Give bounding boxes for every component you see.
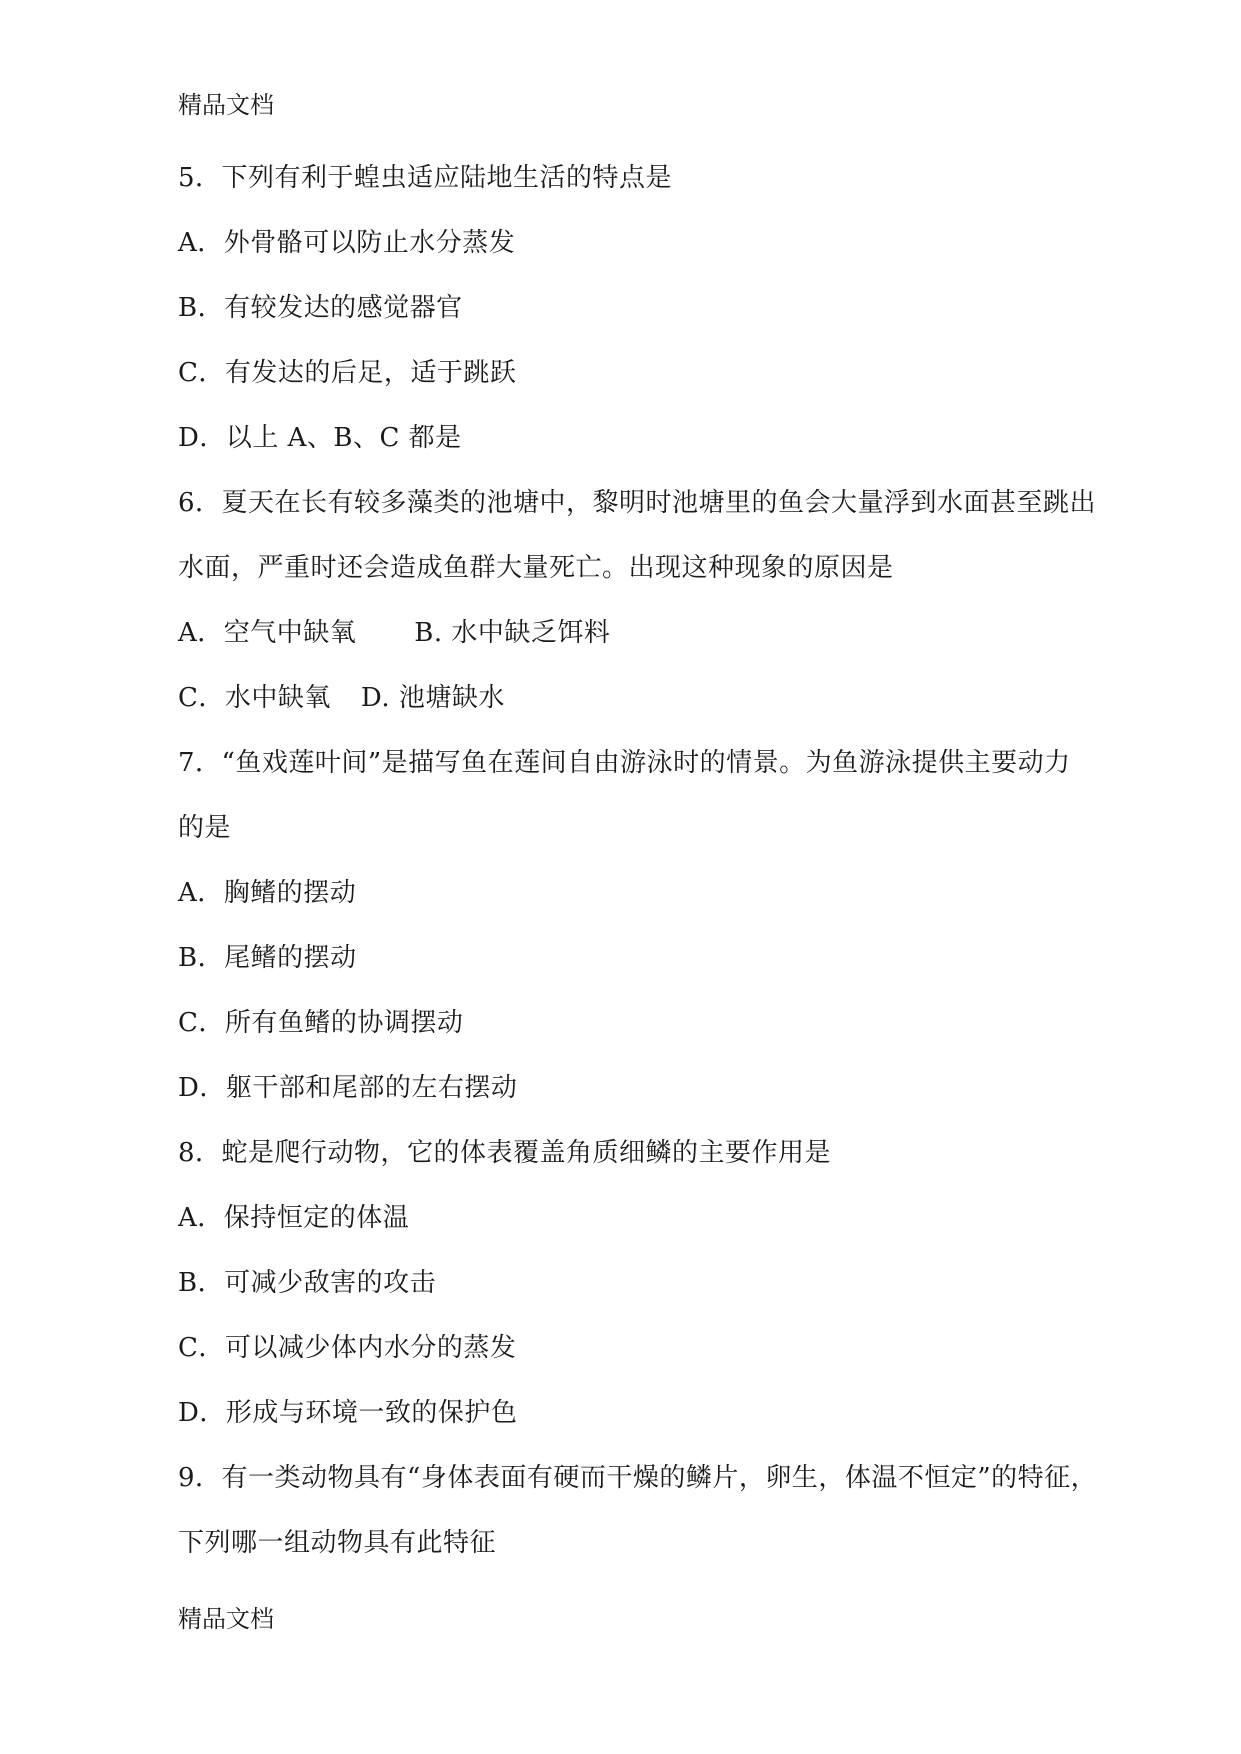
question-8-option-b: B．可减少敌害的攻击 [178, 1268, 437, 1298]
page-header-watermark: 精品文档 [178, 91, 274, 119]
question-6-stem-line-1: 6．夏天在长有较多藻类的池塘中，黎明时池塘里的鱼会大量浮到水面甚至跳出 [178, 488, 1097, 518]
question-7-stem-line-2: 的是 [178, 813, 232, 843]
question-8-stem: 8．蛇是爬行动物，它的体表覆盖角质细鳞的主要作用是 [178, 1138, 832, 1168]
question-7-option-c: C．所有鱼鳍的协调摆动 [178, 1008, 464, 1038]
question-5-stem: 5．下列有利于蝗虫适应陆地生活的特点是 [178, 163, 673, 193]
question-8-option-c: C．可以减少体内水分的蒸发 [178, 1333, 517, 1363]
question-6-option-d: D. 池塘缺水 [360, 683, 505, 713]
question-5-option-b: B．有较发达的感觉器官 [178, 293, 463, 323]
question-6-options-row-1 [178, 617, 1138, 682]
question-6-options-row-2 [178, 682, 1138, 747]
question-9-stem-line-1: 9．有一类动物具有“身体表面有硬而干燥的鳞片，卵生，体温不恒定”的特征， [178, 1463, 1098, 1493]
question-8-option-d: D．形成与环境一致的保护色 [178, 1398, 518, 1428]
question-7-option-d: D．躯干部和尾部的左右摆动 [178, 1073, 518, 1103]
question-8-option-a: A．保持恒定的体温 [178, 1203, 410, 1233]
question-5-option-a: A．外骨骼可以防止水分蒸发 [178, 228, 516, 258]
question-6-option-a: A．空气中缺氧 [178, 618, 357, 648]
question-9-stem-line-2: 下列哪一组动物具有此特征 [178, 1528, 497, 1558]
question-6-stem-line-2: 水面，严重时还会造成鱼群大量死亡。出现这种现象的原因是 [178, 553, 894, 583]
question-7-option-a: A．胸鳍的摆动 [178, 878, 357, 908]
question-7-stem-line-1: 7．“鱼戏莲叶间”是描写鱼在莲间自由游泳时的情景。为鱼游泳提供主要动力 [178, 748, 1071, 778]
document-body [178, 162, 1138, 1592]
question-7-option-b: B．尾鳍的摆动 [178, 943, 357, 973]
page-footer-watermark: 精品文档 [178, 1605, 274, 1633]
question-6-option-c: C．水中缺氧 [178, 683, 331, 713]
question-5-option-c: C．有发达的后足，适于跳跃 [178, 358, 517, 388]
question-6-option-b: B. 水中缺乏饵料 [414, 618, 611, 648]
question-5-option-d: D．以上 A、B、C 都是 [178, 423, 462, 453]
